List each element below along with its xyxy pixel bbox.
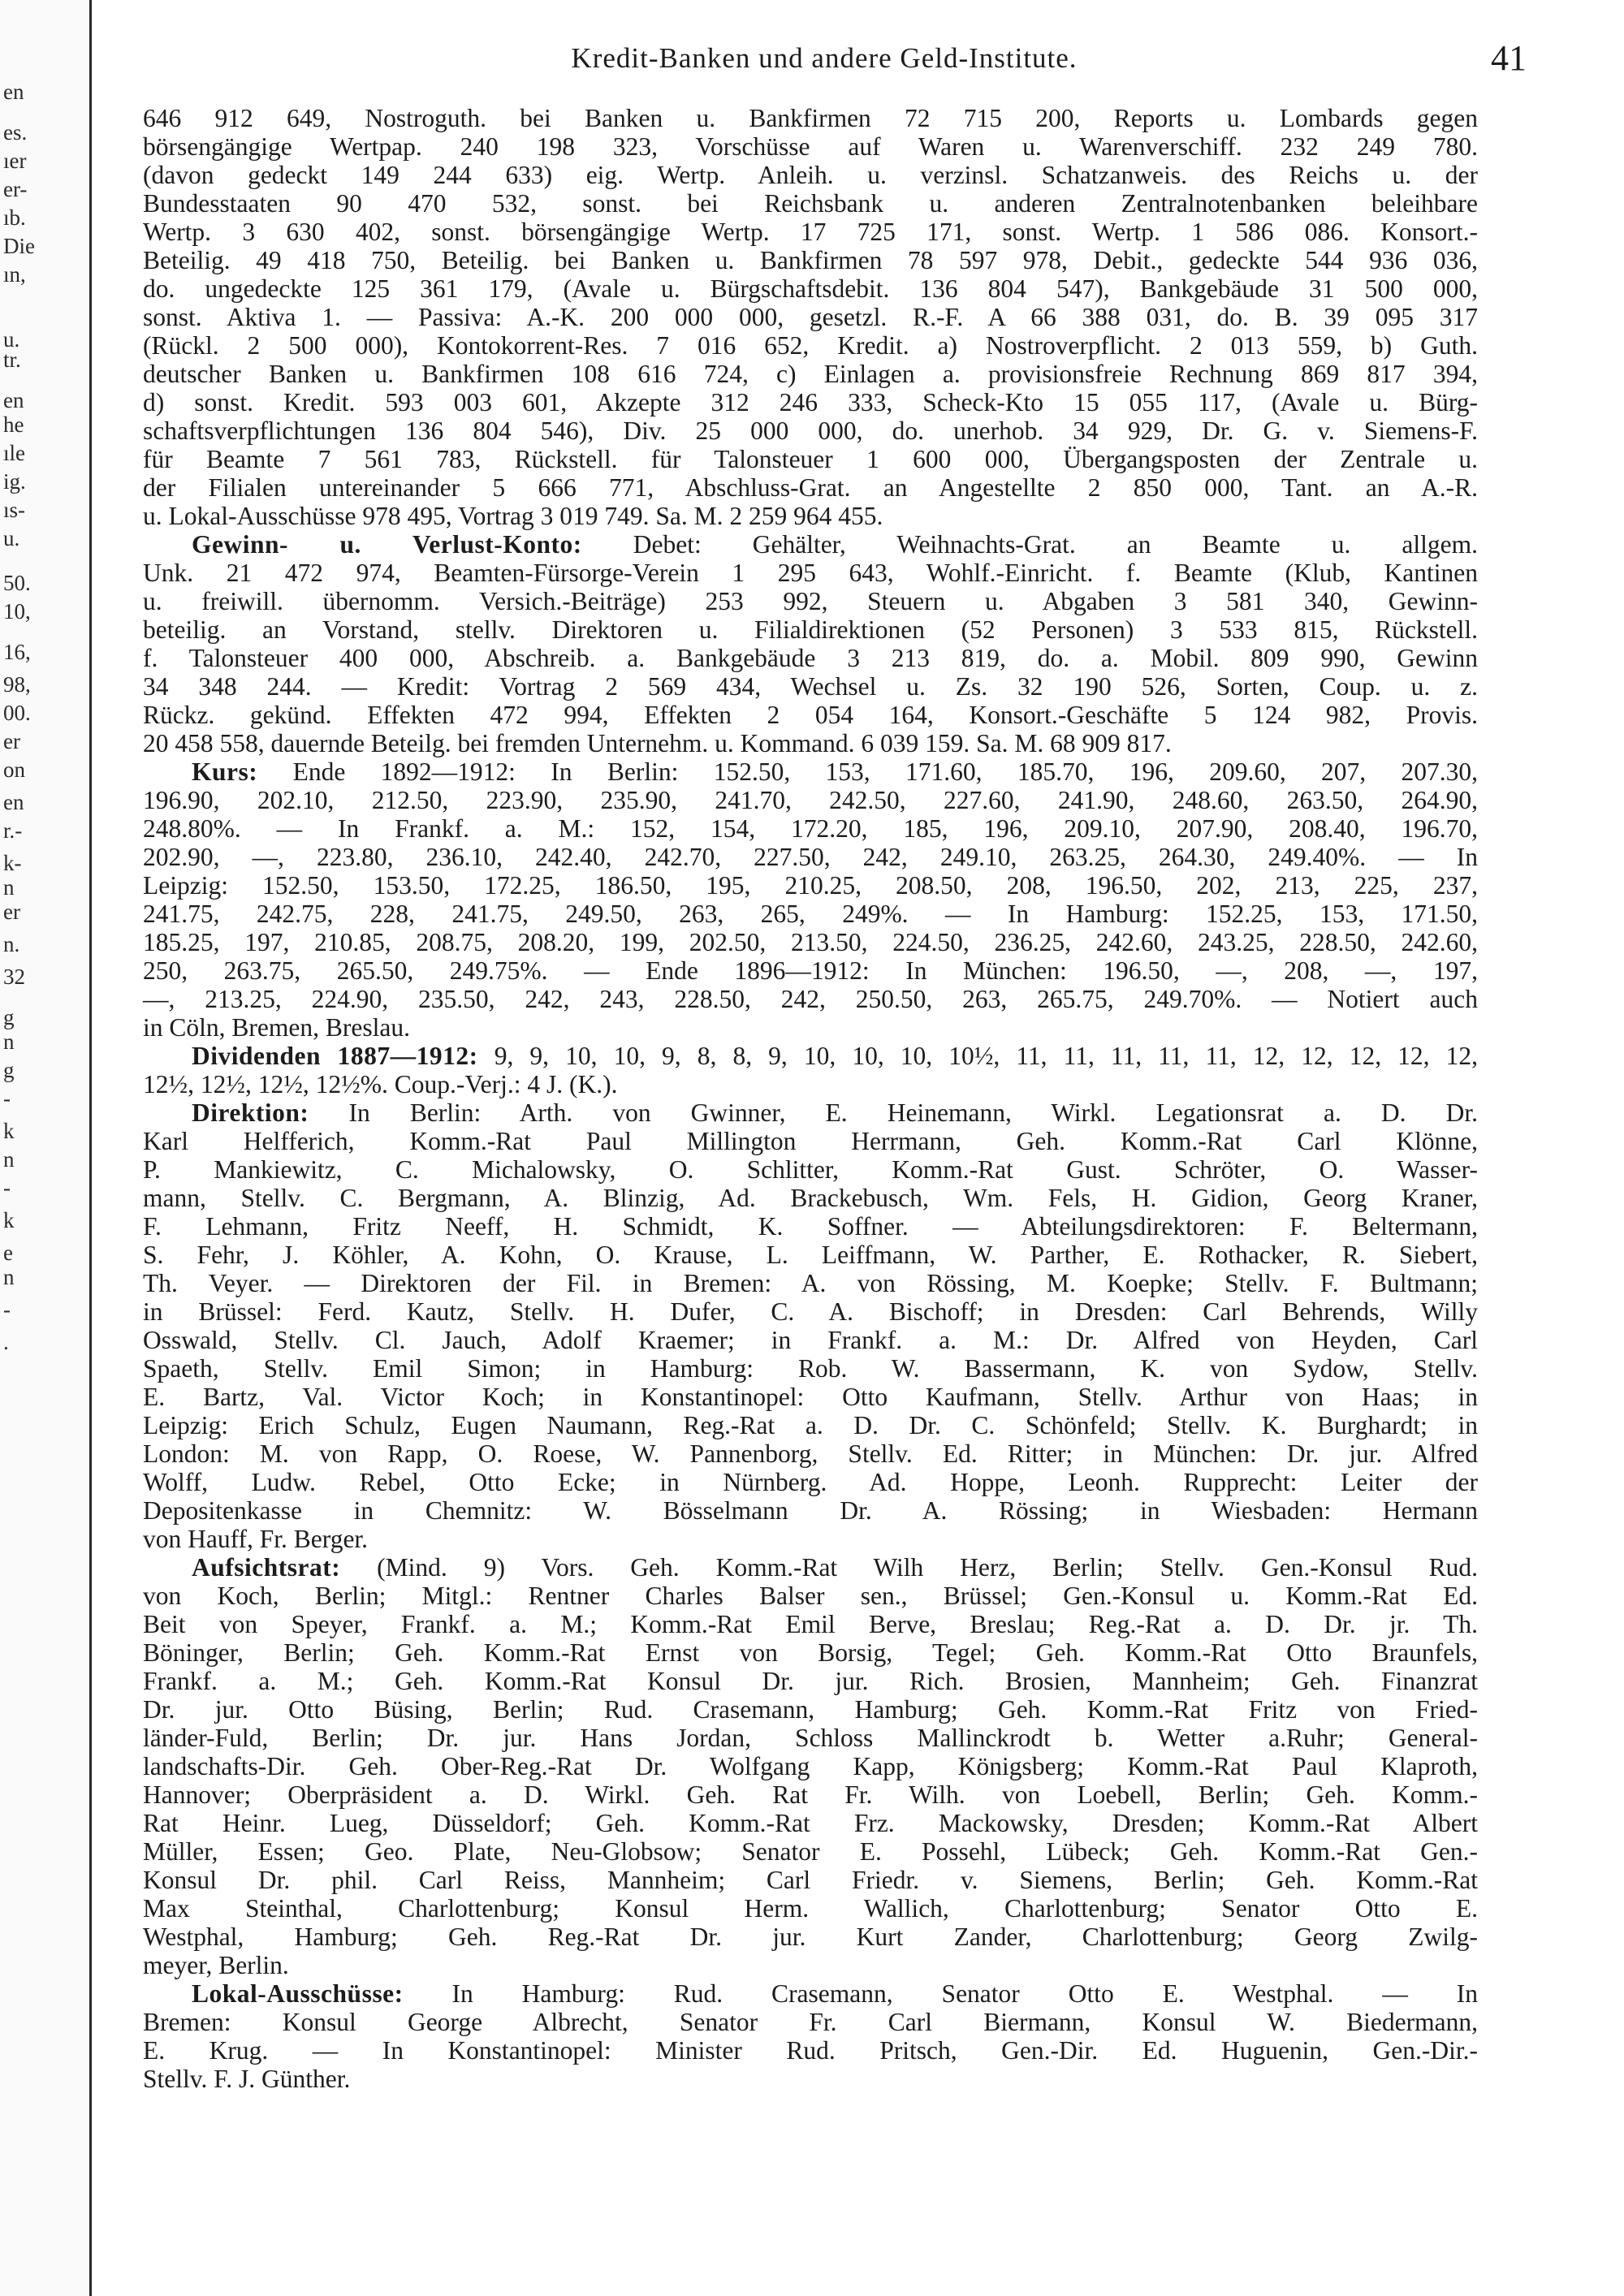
text-line: Ende 1892—1912: In Berlin: 152.50, 153, 171.60, 185.70, 196, 209.60, 207, 207.30,: [292, 757, 1479, 786]
text-line: Unk. 21 472 974, Beamten-Fürsorge-Verein 1 295 643, Wohlf.-Einricht. f. Beamte (Klub, Kantinen: [143, 559, 1478, 587]
page-body: [143, 104, 1478, 2093]
text-line: 250, 263.75, 265.50, 249.75%. — Ende 1896—1912: In München: 196.50, —, 208, —, 197,: [143, 956, 1478, 985]
text-line: beteilig. an Vorstand, stellv. Direktoren u. Filialdirektionen (52 Personen) 3 533 815, Rückstell.: [143, 615, 1478, 644]
text-line: d) sonst. Kredit. 593 003 601, Akzepte 312 246 333, Scheck-Kto 15 055 117, (Avale u. Bürg-: [143, 388, 1478, 416]
text-line: Wolff, Ludw. Rebel, Otto Ecke; in Nürnberg. Ad. Hoppe, Leonh. Rupprecht: Leiter der: [143, 1468, 1478, 1496]
margin-fragment: 00.: [3, 701, 31, 725]
margin-fragment: k-: [3, 851, 22, 875]
text-line: schaftsverpflichtungen 136 804 546), Div. 25 000 000, do. unerhob. 34 929, Dr. G. v. Siemens-F.: [143, 416, 1478, 445]
text-line: S. Fehr, J. Köhler, A. Kohn, O. Krause, L. Leiffmann, W. Parther, E. Rothacker, R. Siebert,: [143, 1241, 1478, 1269]
section-dividenden: [143, 1042, 1478, 1098]
text-line: deutscher Banken u. Bankfirmen 108 616 724, c) Einlagen a. provisionsfreie Rechnung 869 817 394,: [143, 360, 1478, 388]
text-line: Beit von Speyer, Frankf. a. M.; Komm.-Rat Emil Berve, Breslau; Reg.-Rat a. D. Dr. jr. Th.: [143, 1610, 1478, 1638]
text-line: (davon gedeckt 149 244 633) eig. Wertp. Anleih. u. verzinsl. Schatzanweis. des Reichs u. der: [143, 161, 1478, 189]
margin-fragment: 98,: [3, 672, 31, 697]
margin-fragment: n.: [3, 932, 20, 956]
text-line: u. Lokal-Ausschüsse 978 495, Vortrag 3 019 749. Sa. M. 2 259 964 455.: [143, 502, 883, 530]
text-line: (Rückl. 2 500 000), Kontokorrent-Res. 7 016 652, Kredit. a) Nostroverpflicht. 2 013 559, b) Guth.: [143, 331, 1478, 360]
text-line: Stellv. F. J. Günther.: [143, 2065, 351, 2093]
text-line: börsengängige Wertpap. 240 198 323, Vorschüsse auf Waren u. Warenverschiff. 232 249 780.: [143, 132, 1478, 161]
section-label: Dividenden 1887—1912:: [192, 1042, 478, 1070]
text-line: Beteilig. 49 418 750, Beteilig. bei Banken u. Bankfirmen 78 597 978, Debit., gedeckte 544 936 036,: [143, 246, 1478, 274]
page-header: [122, 38, 1527, 83]
margin-fragment: .: [3, 1330, 9, 1354]
text-line: 20 458 558, dauernde Beteilg. bei fremden Unternehm. u. Kommand. 6 039 159. Sa. M. 68 909 817.: [143, 729, 1172, 757]
text-line: 248.80%. — In Frankf. a. M.: 152, 154, 172.20, 185, 196, 209.10, 207.90, 208.40, 196.70,: [143, 814, 1478, 843]
text-line: Leipzig: 152.50, 153.50, 172.25, 186.50, 195, 210.25, 208.50, 208, 196.50, 202, 213, 225, 237,: [143, 871, 1478, 900]
text-line: 196.90, 202.10, 212.50, 223.90, 235.90, 241.70, 242.50, 227.60, 241.90, 248.60, 263.50, 264.90,: [143, 786, 1478, 814]
text-line: Rat Heinr. Lueg, Düsseldorf; Geh. Komm.-Rat Frz. Mackowsky, Dresden; Komm.-Rat Albert: [143, 1809, 1478, 1837]
section-bilanz: [143, 104, 1478, 530]
text-line: E. Krug. — In Konstantinopel: Minister Rud. Pritsch, Gen.-Dir. Ed. Huguenin, Gen.-Dir.-: [143, 2036, 1478, 2065]
margin-fragment: 50.: [3, 571, 31, 595]
text-line: Bremen: Konsul George Albrecht, Senator Fr. Carl Biermann, Konsul W. Biedermann,: [143, 2008, 1478, 2036]
section-aufsichtsrat: [143, 1553, 1478, 1979]
text-line: 241.75, 242.75, 228, 241.75, 249.50, 263, 265, 249%. — In Hamburg: 152.25, 153, 171.50,: [143, 900, 1478, 928]
text-line: Wertp. 3 630 402, sonst. börsengängige Wertp. 17 725 171, sonst. Wertp. 1 586 086. Konsort.-: [143, 218, 1478, 246]
text-line: Spaeth, Stellv. Emil Simon; in Hamburg: Rob. W. Bassermann, K. von Sydow, Stellv.: [143, 1354, 1478, 1383]
text-line: E. Bartz, Val. Victor Koch; in Konstantinopel: Otto Kaufmann, Stellv. Arthur von Haas; in: [143, 1383, 1478, 1411]
section-label: Gewinn- u. Verlust-Konto:: [192, 530, 582, 559]
text-line: in Cöln, Bremen, Breslau.: [143, 1013, 410, 1042]
margin-fragment: g: [3, 1058, 15, 1082]
text-line: (Mind. 9) Vors. Geh. Komm.-Rat Wilh Herz, Berlin; Stellv. Gen.-Konsul Rud.: [377, 1553, 1479, 1582]
text-line: —, 213.25, 224.90, 235.50, 242, 243, 228.50, 242, 250.50, 263, 265.75, 249.70%. — Notiert auch: [143, 985, 1478, 1013]
text-line: Debet: Gehälter, Weihnachts-Grat. an Beamte u. allgem.: [633, 530, 1478, 559]
margin-fragment: en: [3, 388, 24, 412]
margin-fragment: 32: [3, 965, 25, 989]
margin-fragment: ıb.: [3, 205, 26, 230]
margin-fragment: tr.: [3, 347, 21, 372]
margin-fragment: Die: [3, 234, 35, 258]
text-line: In Hamburg: Rud. Crasemann, Senator Otto E. Westphal. — In: [451, 1979, 1479, 2008]
margin-fragment: er: [3, 729, 20, 753]
margin-fragment: n: [3, 1147, 15, 1172]
section-lokal: [143, 1979, 1478, 2093]
text-line: für Beamte 7 561 783, Rückstell. für Talonsteuer 1 600 000, Übergangsposten der Zentrale u.: [143, 445, 1478, 473]
text-line: Hannover; Oberpräsident a. D. Wirkl. Geh. Rat Fr. Wilh. von Loebell, Berlin; Geh. Komm.-: [143, 1780, 1478, 1809]
text-line: Rückz. gekünd. Effekten 472 994, Effekten 2 054 164, Konsort.-Geschäfte 5 124 982, Provis.: [143, 701, 1478, 729]
section-gewinn: [143, 530, 1478, 757]
text-line: F. Lehmann, Fritz Neeff, H. Schmidt, K. Soffner. — Abteilungsdirektoren: F. Beltermann,: [143, 1212, 1478, 1241]
text-line: Dr. jur. Otto Büsing, Berlin; Rud. Crasemann, Hamburg; Geh. Komm.-Rat Fritz von Fried-: [143, 1695, 1478, 1724]
margin-fragment: er-: [3, 177, 28, 201]
text-line: 12½, 12½, 12½, 12½%. Coup.-Verj.: 4 J. (K.).: [143, 1070, 618, 1098]
margin-fragment: r.-: [3, 818, 23, 843]
text-line: Böninger, Berlin; Geh. Komm.-Rat Ernst von Borsig, Tegel; Geh. Komm.-Rat Otto Braunfels,: [143, 1638, 1478, 1667]
margin-fragment: ın,: [3, 262, 26, 287]
text-line: mann, Stellv. C. Bergmann, A. Blinzig, Ad. Brackebusch, Wm. Fels, H. Gidion, Georg Kraner,: [143, 1184, 1478, 1212]
margin-fragment: -: [3, 1176, 11, 1200]
text-line: 34 348 244. — Kredit: Vortrag 2 569 434, Wechsel u. Zs. 32 190 526, Sorten, Coup. u. z.: [143, 672, 1478, 701]
text-line: 646 912 649, Nostroguth. bei Banken u. Bankfirmen 72 715 200, Reports u. Lombards gegen: [143, 104, 1478, 132]
margin-fragment: u.: [3, 327, 20, 352]
text-line: Bundesstaaten 90 470 532, sonst. bei Reichsbank u. anderen Zentralnotenbanken beleihbare: [143, 189, 1478, 218]
margin-fragment: en: [3, 790, 24, 814]
text-line: in Brüssel: Ferd. Kautz, Stellv. H. Dufer, C. A. Bischoff; in Dresden: Carl Behrends, Willy: [143, 1297, 1478, 1326]
section-direktion: [143, 1098, 1478, 1553]
text-line: 185.25, 197, 210.85, 208.75, 208.20, 199, 202.50, 213.50, 224.50, 236.25, 242.60, 243.25, 228.50, 242.60,: [143, 928, 1478, 956]
text-line: In Berlin: Arth. von Gwinner, E. Heinemann, Wirkl. Legationsrat a. D. Dr.: [348, 1098, 1479, 1127]
margin-fragment: k: [3, 1208, 15, 1232]
text-line: Müller, Essen; Geo. Plate, Neu-Globsow; Senator E. Possehl, Lübeck; Geh. Komm.-Rat Gen.-: [143, 1837, 1478, 1866]
margin-fragment: ıer: [3, 149, 27, 173]
text-line: von Koch, Berlin; Mitgl.: Rentner Charles Balser sen., Brüssel; Gen.-Konsul u. Komm.-Rat Ed.: [143, 1582, 1478, 1610]
margin-fragment: he: [3, 412, 24, 437]
text-line: London: M. von Rapp, O. Roese, W. Pannenborg, Stellv. Ed. Ritter; in München: Dr. jur. Alfred: [143, 1439, 1478, 1468]
text-line: meyer, Berlin.: [143, 1951, 289, 1979]
margin-fragment: -: [3, 1086, 11, 1111]
margin-fragment: es.: [3, 120, 28, 145]
margin-fragment: n: [3, 1265, 15, 1289]
margin-fragment: en: [3, 80, 24, 104]
text-line: der Filialen untereinander 5 666 771, Abschluss-Grat. an Angestellte 2 850 000, Tant. an A.-R.: [143, 473, 1478, 502]
text-line: u. freiwill. übernomm. Versich.-Beiträge) 253 992, Steuern u. Abgaben 3 581 340, Gewinn-: [143, 587, 1478, 615]
text-line: Frankf. a. M.; Geh. Komm.-Rat Konsul Dr. jur. Rich. Brosien, Mannheim; Geh. Finanzrat: [143, 1667, 1478, 1695]
text-line: Westphal, Hamburg; Geh. Reg.-Rat Dr. jur. Kurt Zander, Charlottenburg; Georg Zwilg-: [143, 1923, 1478, 1951]
text-line: f. Talonsteuer 400 000, Abschreib. a. Bankgebäude 3 213 819, do. a. Mobil. 809 990, Gewinn: [143, 644, 1478, 672]
text-line: do. ungedeckte 125 361 179, (Avale u. Bürgschaftsdebit. 136 804 547), Bankgebäude 31 500 000,: [143, 274, 1478, 303]
section-label: Lokal-Ausschüsse:: [192, 1979, 404, 2008]
margin-fragment: g: [3, 1005, 15, 1029]
text-line: Karl Helfferich, Komm.-Rat Paul Millington Herrmann, Geh. Komm.-Rat Carl Klönne,: [143, 1127, 1478, 1155]
text-line: Depositenkasse in Chemnitz: W. Bösselmann Dr. A. Rössing; in Wiesbaden: Hermann: [143, 1496, 1478, 1525]
margin-fragment: n: [3, 1029, 15, 1054]
margin-fragment: n: [3, 875, 15, 900]
text-line: P. Mankiewitz, C. Michalowsky, O. Schlitter, Komm.-Rat Gust. Schröter, O. Wasser-: [143, 1155, 1478, 1184]
text-line: Osswald, Stellv. Cl. Jauch, Adolf Kraemer; in Frankf. a. M.: Dr. Alfred von Heyden, Carl: [143, 1326, 1478, 1354]
text-line: 202.90, —, 223.80, 236.10, 242.40, 242.70, 227.50, 242, 249.10, 263.25, 264.30, 249.40%. — In: [143, 843, 1478, 871]
margin-fragment: er: [3, 900, 20, 924]
section-kurs: [143, 757, 1478, 1042]
text-line: länder-Fuld, Berlin; Dr. jur. Hans Jordan, Schloss Mallinckrodt b. Wetter a.Ruhr; General-: [143, 1724, 1478, 1752]
margin-fragment: on: [3, 757, 25, 782]
page-number: 41: [1491, 38, 1527, 78]
text-line: Leipzig: Erich Schulz, Eugen Naumann, Reg.-Rat a. D. Dr. C. Schönfeld; Stellv. K. Burghardt; in: [143, 1411, 1478, 1439]
margin-fragment: ig.: [3, 469, 26, 494]
section-label: Aufsichtsrat:: [192, 1553, 341, 1582]
text-line: Konsul Dr. phil. Carl Reiss, Mannheim; Carl Friedr. v. Siemens, Berlin; Geh. Komm.-Rat: [143, 1866, 1478, 1894]
margin-fragment: u.: [3, 526, 20, 550]
text-line: Th. Veyer. — Direktoren der Fil. in Bremen: A. von Rössing, M. Koepke; Stellv. F. Bultmann;: [143, 1269, 1478, 1297]
text-line: landschafts-Dir. Geh. Ober-Reg.-Rat Dr. Wolfgang Kapp, Königsberg; Komm.-Rat Paul Klaproth,: [143, 1752, 1478, 1780]
margin-fragment: 10,: [3, 599, 31, 624]
margin-fragment: ıs-: [3, 498, 25, 522]
text-line: Max Steinthal, Charlottenburg; Konsul Herm. Wallich, Charlottenburg; Senator Otto E.: [143, 1894, 1478, 1923]
margin-fragment: e: [3, 1241, 13, 1265]
running-title: Kredit-Banken und andere Geld-Institute.: [571, 42, 1078, 74]
section-label: Direktion:: [192, 1098, 309, 1127]
margin-fragment: -: [3, 1297, 11, 1322]
text-line: 9, 9, 10, 10, 9, 8, 8, 9, 10, 10, 10, 10½, 11, 11, 11, 11, 11, 12, 12, 12, 12, 12,: [494, 1042, 1479, 1070]
margin-fragment: k: [3, 1119, 15, 1143]
text-line: von Hauff, Fr. Berger.: [143, 1525, 369, 1553]
margin-fragment: 16,: [3, 640, 31, 664]
margin-fragment: ıle: [3, 441, 25, 465]
text-line: sonst. Aktiva 1. — Passiva: A.-K. 200 000 000, gesetzl. R.-F. A 66 388 031, do. B. 39 095 317: [143, 303, 1478, 331]
section-label: Kurs:: [192, 757, 258, 786]
